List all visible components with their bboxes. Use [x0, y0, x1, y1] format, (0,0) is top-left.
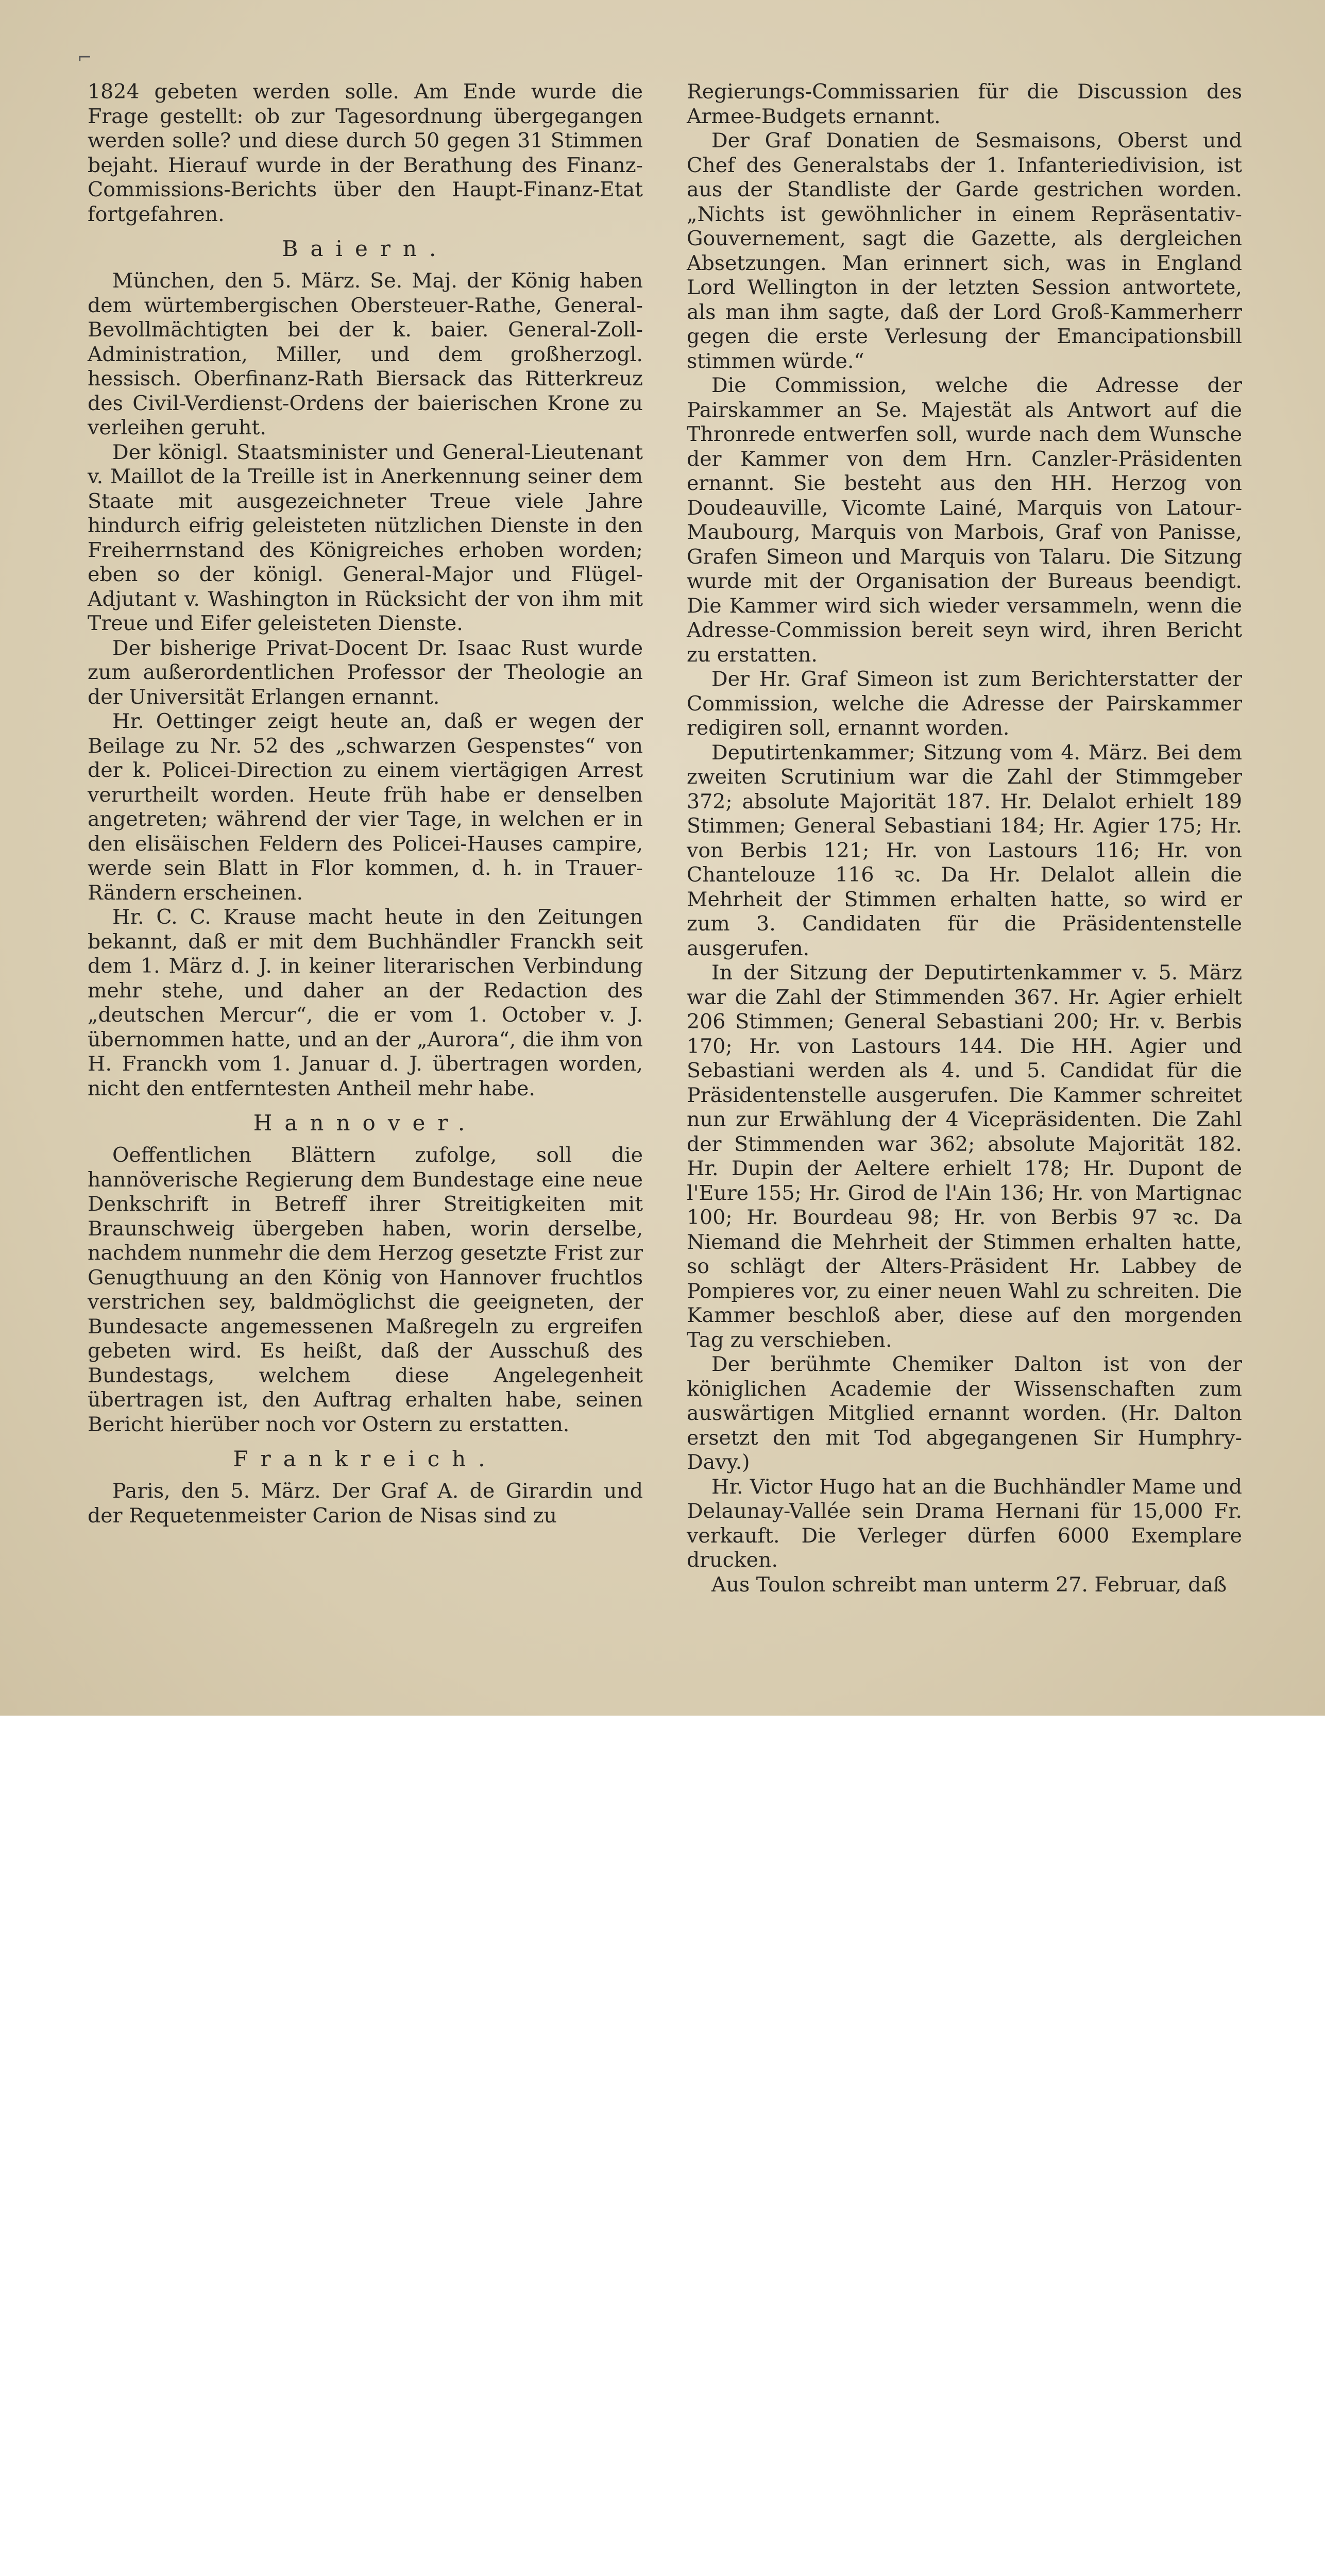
article-paragraph: Paris, den 5. März. Der Graf A. de Girardin und der Requetenmeister Carion de Nisas sind zu [88, 1479, 643, 1528]
article-paragraph: Der Hr. Graf Simeon ist zum Berichterstatter der Commission, welche die Adresse der Pairskammer redigiren soll, ernannt worden. [687, 667, 1242, 740]
article-paragraph: Hr. Oettinger zeigt heute an, daß er wegen der Beilage zu Nr. 52 des „schwarzen Gespenstes“ von der k. Policei-Direction zu einem viertägigen Arrest verurtheilt worden. Heute früh habe er denselben angetreten; während der vier Tage, in welchen er in den elisäischen Feldern des Policei-Hauses campire, werde sein Blatt in Flor kommen, d. h. in Trauer-Rändern erscheinen. [88, 709, 643, 905]
article-paragraph: Der bisherige Privat-Docent Dr. Isaac Rust wurde zum außerordentlichen Professor der Theologie an der Universität Erlangen ernannt. [88, 636, 643, 709]
article-paragraph: Der königl. Staatsminister und General-Lieutenant v. Maillot de la Treille ist in Anerkennung seiner dem Staate mit ausgezeichneter Treue viele Jahre hindurch eifrig geleisteten nützlichen Dienste in den Freiherrnstand des Königreiches erhoben worden; eben so der königl. General-Major und Flügel-Adjutant v. Washington in Rücksicht der von ihm mit Treue und Eifer geleisteten Dienste. [88, 440, 643, 635]
article-paragraph: In der Sitzung der Deputirtenkammer v. 5. März war die Zahl der Stimmenden 367. Hr. Agier erhielt 206 Stimmen; General Sebastiani 200; Hr. v. Berbis 170; Hr. von Lastours 144. Die HH. Agier und Sebastiani werden als 4. und 5. Candidat für die Präsidentenstelle ausgerufen. Die Kammer schreitet nun zur Erwählung der 4 Vicepräsidenten. Die Zahl der Stimmenden war 362; absolute Majorität 182. Hr. Dupin der Aeltere erhielt 178; Hr. Dupont de l'Eure 155; Hr. Girod de l'Ain 136; Hr. von Martignac 100; Hr. Bourdeau 98; Hr. von Berbis 97 ꝛc. Da Niemand die Mehrheit der Stimmen erhalten hatte, so schlägt der Alters-Präsident Hr. Labbey de Pompieres vor, zu einer neuen Wahl zu schreiten. Die Kammer beschloß aber, diese auf den morgenden Tag zu verschieben. [687, 961, 1242, 1352]
left-column [88, 80, 643, 1528]
right-column [687, 80, 1242, 1597]
article-paragraph: Hr. C. C. Krause macht heute in den Zeitungen bekannt, daß er mit dem Buchhändler Franckh seit dem 1. März d. J. in keiner literarischen Verbindung mehr stehe, und daher an der Redaction des „deutschen Mercur“, die er vom 1. October v. J. übernommen hatte, und an der „Aurora“, die ihm von H. Franckh vom 1. Januar d. J. übertragen worden, nicht den entferntesten Antheil mehr habe. [88, 905, 643, 1100]
article-paragraph: Die Commission, welche die Adresse der Pairskammer an Se. Majestät als Antwort auf die Thronrede entwerfen soll, wurde nach dem Wunsche der Kammer von dem Hrn. Canzler-Präsidenten ernannt. Sie besteht aus den HH. Herzog von Doudeauville, Vicomte Lainé, Marquis von Latour-Maubourg, Marquis von Marbois, Graf von Panisse, Grafen Simeon und Marquis von Talaru. Die Sitzung wurde mit der Organisation der Bureaus beendigt. Die Kammer wird sich wieder versammeln, wenn die Adresse-Commission bereit seyn wird, ihren Bericht zu erstatten. [687, 374, 1242, 667]
article-paragraph: Regierungs-Commissarien für die Discussion des Armee-Budgets ernannt. [687, 80, 1242, 128]
page-corner-mark: ⌐ [77, 47, 92, 68]
digitization-footer [0, 1716, 1325, 1835]
article-paragraph: Aus Toulon schreibt man unterm 27. Februar, daß [711, 1572, 1227, 1597]
article-paragraph: München, den 5. März. Se. Maj. der König haben dem würtembergischen Obersteuer-Rathe, General-Bevollmächtigten bei der k. baier. General-Zoll-Administration, Miller, und dem großherzogl. hessisch. Oberfinanz-Rath Biersack das Ritterkreuz des Civil-Verdienst-Ordens der baierischen Krone zu verleihen geruht. [88, 269, 643, 439]
article-paragraph: Der berühmte Chemiker Dalton ist von der königlichen Academie der Wissenschaften zum auswärtigen Mitglied ernannt worden. (Hr. Dalton ersetzt den mit Tod abgegangenen Sir Humphry-Davy.) [687, 1352, 1242, 1474]
article-paragraph: Hr. Victor Hugo hat an die Buchhändler Mame und Delaunay-Vallée sein Drama Hernani für 15,000 Fr. verkauft. Die Verleger dürfen 6000 Exemplare drucken. [687, 1475, 1242, 1572]
section-heading-baiern: Baiern. [282, 236, 449, 261]
section-heading-hannover: Hannover. [253, 1110, 478, 1136]
article-paragraph: Oeffentlichen Blättern zufolge, soll die hannöverische Regierung dem Bundestage eine neue Denkschrift in Betreff ihrer Streitigkeiten mit Braunschweig übergeben haben, worin derselbe, nachdem nunmehr die dem Herzog gesetzte Frist zur Genugthuung an den König von Hannover fruchtlos verstrichen sey, baldmöglichst die geeigneten, der Bundesacte angemessenen Maßregeln zu ergreifen gebeten wird. Es heißt, daß der Ausschuß des Bundestags, welchem diese Angelegenheit übertragen ist, den Auftrag erhalten habe, seinen Bericht hierüber noch vor Ostern zu erstatten. [88, 1143, 643, 1436]
section-heading-frankreich: Frankreich. [233, 1446, 498, 1471]
article-paragraph: 1824 gebeten werden solle. Am Ende wurde die Frage gestellt: ob zur Tagesordnung übergegangen werden solle? und diese durch 50 gegen 31 Stimmen bejaht. Hierauf wurde in der Berathung des Finanz-Commissions-Berichts über den Haupt-Finanz-Etat fortgefahren. [88, 80, 643, 226]
article-paragraph: Deputirtenkammer; Sitzung vom 4. März. Bei dem zweiten Scrutinium war die Zahl der Stimmgeber 372; absolute Majorität 187. Hr. Delalot erhielt 189 Stimmen; General Sebastiani 184; Hr. Agier 175; Hr. von Berbis 121; Hr. von Lastours 116; Hr. von Chantelouze 116 ꝛc. Da Hr. Delalot allein die Mehrheit der Stimmen erhalten hatte, so wird er zum 3. Candidaten für die Präsidentenstelle ausgerufen. [687, 740, 1242, 960]
article-paragraph: Der Graf Donatien de Sesmaisons, Oberst und Chef des Generalstabs der 1. Infanteriedivision, ist aus der Standliste der Garde gestrichen worden. „Nichts ist gewöhnlicher in einem Repräsentativ-Gouvernement, sagt die Gazette, als dergleichen Absetzungen. Man erinnert sich, was in England Lord Wellington in der letzten Session antwortete, als man ihm sagte, daß der Lord Groß-Kammerherr gegen die erste Verlesung der Emancipationsbill stimmen würde.“ [687, 129, 1242, 373]
